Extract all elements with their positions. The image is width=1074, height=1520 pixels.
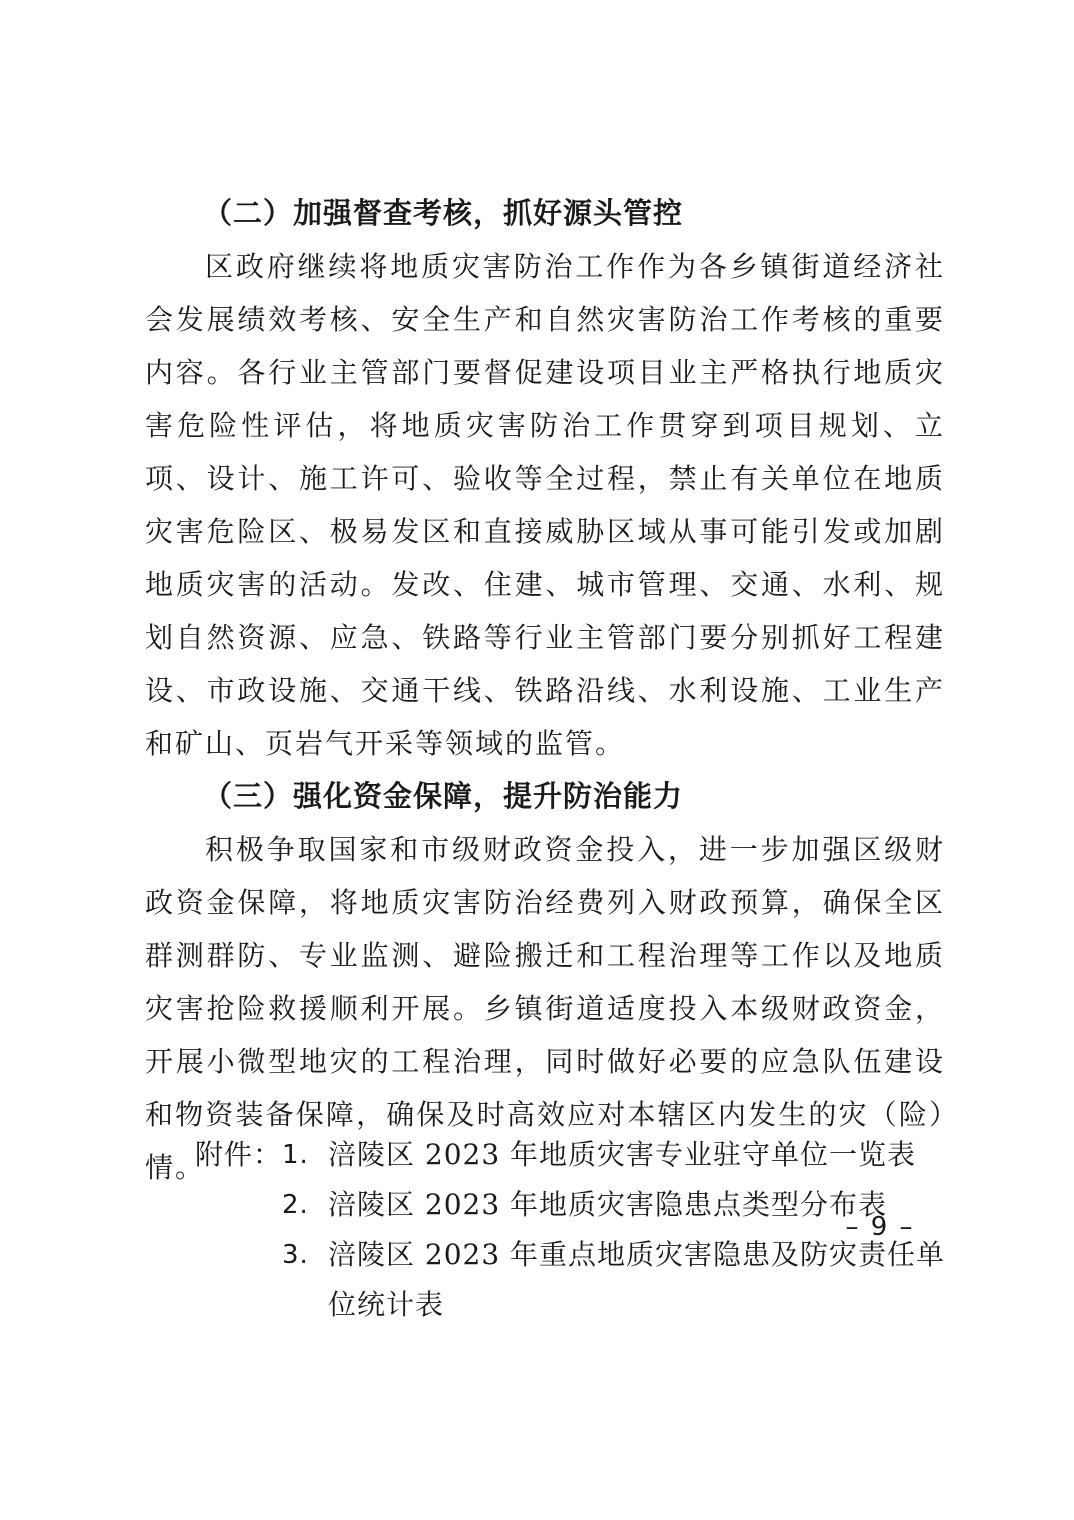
body-content bbox=[145, 187, 945, 1194]
attachment-number: 3. bbox=[282, 1240, 309, 1270]
section-paragraph-3: 积极争取国家和市级财政资金投入，进一步加强区级财政资金保障，将地质灾害防治经费列入财政预算，确保全区群测群防、专业监测、避险搬迁和工程治理等工作以及地质灾害抢险救援顺利开展。乡镇街道适度投入本级财政资金，开展小微型地灾的工程治理，同时做好必要的应急队伍建设和物资装备保障，确保及时高效应对本辖区内发生的灾（险）情。 bbox=[145, 833, 945, 1184]
attachment-item bbox=[145, 1130, 965, 1180]
attachment-number: 2. bbox=[282, 1190, 309, 1220]
attachment-title: 涪陵区 2023 年重点地质灾害隐患及防灾责任单位统计表 bbox=[328, 1238, 946, 1321]
attachment-title: 涪陵区 2023 年地质灾害专业驻守单位一览表 bbox=[328, 1138, 917, 1171]
section-heading-3: （三）强化资金保障，提升防治能力 bbox=[203, 779, 684, 813]
attachment-title: 涪陵区 2023 年地质灾害隐患点类型分布表 bbox=[328, 1188, 888, 1221]
attachments-label: 附件： bbox=[194, 1138, 282, 1171]
attachments-label-spacer bbox=[145, 1230, 282, 1330]
attachments-label-spacer bbox=[145, 1180, 282, 1230]
attachment-number: 1. bbox=[282, 1140, 309, 1170]
section-paragraph-2: 区政府继续将地质灾害防治工作作为各乡镇街道经济社会发展绩效考核、安全生产和自然灾害防治工作考核的重要内容。各行业主管部门要督促建设项目业主严格执行地质灾害危险性评估，将地质灾害防治工作贯穿到项目规划、立项、设计、施工许可、验收等全过程，禁止有关单位在地质灾害危险区、极易发区和直接威胁区域从事可能引发或加剧地质灾害的活动。发改、住建、城市管理、交通、水利、规划自然资源、应急、铁路等行业主管部门要分别抓好工程建设、市政设施、交通干线、铁路沿线、水利设施、工业生产和矿山、页岩气开采等领域的监管。 bbox=[145, 250, 945, 760]
page-number: – 9 – bbox=[845, 1212, 915, 1242]
section-heading-2: （二）加强督查考核，抓好源头管控 bbox=[203, 196, 684, 230]
